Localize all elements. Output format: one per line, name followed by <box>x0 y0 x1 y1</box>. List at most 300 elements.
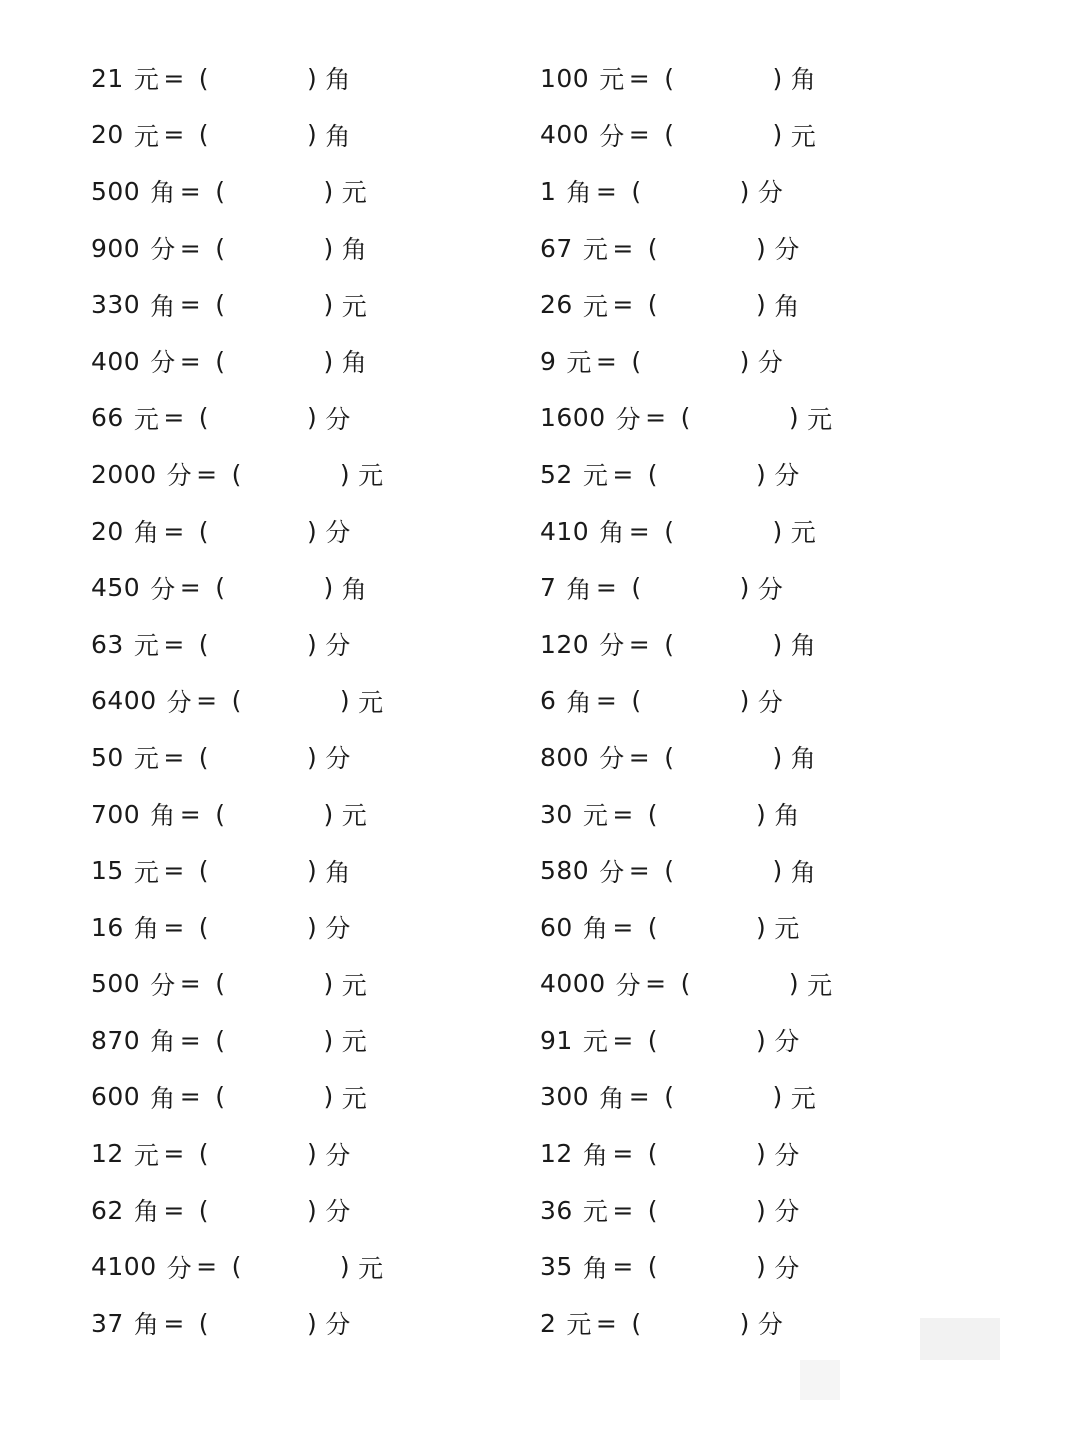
source-unit: 分 <box>150 574 176 604</box>
source-unit: 分 <box>166 1253 193 1283</box>
close-paren: ) <box>307 1139 318 1169</box>
open-paren: ( <box>664 629 675 659</box>
equals-sign: = <box>612 290 634 320</box>
quantity-value: 63 <box>91 629 124 659</box>
target-unit: 分 <box>774 235 800 265</box>
conversion-problem <box>540 1182 1000 1239</box>
equals-sign: = <box>628 629 651 659</box>
equals-sign: = <box>179 1025 202 1055</box>
close-paren: ) <box>739 1308 750 1338</box>
source-unit: 角 <box>599 1083 625 1113</box>
quantity-value: 580 <box>540 856 590 886</box>
conversion-problem <box>540 616 1000 673</box>
equals-sign: = <box>179 290 202 320</box>
close-paren: ) <box>307 516 318 546</box>
target-unit: 元 <box>341 801 368 831</box>
open-paren: ( <box>647 233 659 263</box>
conversion-problem <box>91 1012 551 1069</box>
conversion-problem <box>540 842 1000 899</box>
conversion-problem <box>91 899 551 956</box>
source-unit: 角 <box>133 1197 160 1227</box>
source-unit: 分 <box>599 744 625 774</box>
conversion-problem <box>540 956 1000 1013</box>
equals-sign: = <box>196 686 218 716</box>
close-paren: ) <box>323 573 334 603</box>
equals-sign: = <box>179 1082 202 1112</box>
source-unit: 元 <box>133 65 160 95</box>
open-paren: ( <box>198 1195 210 1225</box>
source-unit: 元 <box>582 1197 609 1227</box>
quantity-value: 500 <box>91 969 141 999</box>
quantity-value: 36 <box>540 1195 573 1225</box>
target-unit: 分 <box>325 518 351 548</box>
close-paren: ) <box>323 233 334 263</box>
quantity-value: 500 <box>91 176 141 206</box>
target-unit: 分 <box>757 1310 784 1340</box>
source-unit: 分 <box>166 461 193 491</box>
close-paren: ) <box>307 403 318 433</box>
target-unit: 分 <box>325 1197 351 1227</box>
equals-sign: = <box>612 233 634 263</box>
source-unit: 元 <box>582 1027 609 1057</box>
quantity-value: 21 <box>91 63 124 93</box>
quantity-value: 62 <box>91 1195 124 1225</box>
target-unit: 元 <box>807 970 833 1000</box>
close-paren: ) <box>756 1252 767 1282</box>
equals-sign: = <box>628 742 651 772</box>
close-paren: ) <box>339 459 351 489</box>
equals-sign: = <box>163 856 185 886</box>
quantity-value: 91 <box>540 1025 573 1055</box>
quantity-value: 2000 <box>91 459 157 489</box>
quantity-value: 900 <box>91 233 141 263</box>
close-paren: ) <box>307 1308 318 1338</box>
equals-sign: = <box>595 176 618 206</box>
equals-sign: = <box>628 1082 651 1112</box>
equals-sign: = <box>179 799 202 829</box>
conversion-problem <box>540 559 1000 616</box>
open-paren: ( <box>198 1139 210 1169</box>
target-unit: 角 <box>774 291 800 321</box>
source-unit: 元 <box>582 235 609 265</box>
target-unit: 元 <box>341 1027 368 1057</box>
conversion-problem <box>540 1012 1000 1069</box>
close-paren: ) <box>772 1082 783 1112</box>
equals-sign: = <box>612 459 634 489</box>
source-unit: 角 <box>133 914 160 944</box>
source-unit: 元 <box>133 404 160 434</box>
target-unit: 角 <box>790 744 817 774</box>
close-paren: ) <box>756 233 767 263</box>
open-paren: ( <box>647 799 659 829</box>
conversion-problem <box>91 1238 551 1295</box>
conversion-problem <box>91 276 551 333</box>
conversion-problem <box>540 673 1000 730</box>
target-unit: 分 <box>325 744 351 774</box>
source-unit: 元 <box>133 744 160 774</box>
equals-sign: = <box>628 63 651 93</box>
equals-sign: = <box>595 686 618 716</box>
source-unit: 分 <box>599 631 625 661</box>
source-unit: 角 <box>566 687 592 717</box>
open-paren: ( <box>231 686 242 716</box>
target-unit: 分 <box>325 404 351 434</box>
open-paren: ( <box>664 120 675 150</box>
close-paren: ) <box>772 120 783 150</box>
open-paren: ( <box>631 346 642 376</box>
equals-sign: = <box>196 1252 218 1282</box>
equals-sign: = <box>645 969 667 999</box>
target-unit: 角 <box>325 857 351 887</box>
source-unit: 角 <box>133 1310 160 1340</box>
source-unit: 角 <box>599 518 625 548</box>
open-paren: ( <box>215 290 226 320</box>
conversion-problem <box>91 503 551 560</box>
conversion-problem <box>540 220 1000 277</box>
open-paren: ( <box>647 459 659 489</box>
target-unit: 分 <box>757 574 784 604</box>
quantity-value: 20 <box>91 120 124 150</box>
equals-sign: = <box>163 1195 185 1225</box>
quantity-value: 2 <box>540 1308 557 1338</box>
target-unit: 元 <box>341 970 368 1000</box>
close-paren: ) <box>323 1025 334 1055</box>
watermark-block <box>920 1318 1000 1360</box>
target-unit: 分 <box>757 348 784 378</box>
equals-sign: = <box>179 969 202 999</box>
open-paren: ( <box>198 63 210 93</box>
open-paren: ( <box>631 573 642 603</box>
open-paren: ( <box>664 1082 675 1112</box>
quantity-value: 1600 <box>540 403 606 433</box>
open-paren: ( <box>215 233 226 263</box>
equals-sign: = <box>179 346 202 376</box>
quantity-value: 700 <box>91 799 141 829</box>
conversion-problem <box>540 899 1000 956</box>
equals-sign: = <box>163 742 185 772</box>
close-paren: ) <box>756 1139 767 1169</box>
quantity-value: 50 <box>91 742 124 772</box>
close-paren: ) <box>756 799 767 829</box>
conversion-problem <box>91 107 551 164</box>
conversion-problem <box>540 1125 1000 1182</box>
source-unit: 分 <box>166 687 193 717</box>
quantity-value: 4000 <box>540 969 606 999</box>
equals-sign: = <box>612 912 634 942</box>
quantity-value: 6 <box>540 686 557 716</box>
equals-sign: = <box>163 403 185 433</box>
conversion-problem <box>540 333 1000 390</box>
close-paren: ) <box>772 742 783 772</box>
close-paren: ) <box>307 912 318 942</box>
conversion-problem <box>540 503 1000 560</box>
target-unit: 元 <box>358 1253 384 1283</box>
source-unit: 元 <box>566 1310 592 1340</box>
target-unit: 分 <box>774 1140 800 1170</box>
source-unit: 元 <box>599 65 625 95</box>
source-unit: 元 <box>566 348 592 378</box>
conversion-problem <box>540 729 1000 786</box>
target-unit: 角 <box>341 235 368 265</box>
equals-sign: = <box>628 516 651 546</box>
source-unit: 角 <box>566 178 592 208</box>
target-unit: 元 <box>790 121 817 151</box>
close-paren: ) <box>739 573 750 603</box>
close-paren: ) <box>323 1082 334 1112</box>
conversion-problem <box>91 1295 551 1352</box>
source-unit: 元 <box>582 801 609 831</box>
target-unit: 角 <box>790 631 817 661</box>
equals-sign: = <box>179 233 202 263</box>
quantity-value: 20 <box>91 516 124 546</box>
target-unit: 分 <box>774 461 800 491</box>
target-unit: 分 <box>774 1027 800 1057</box>
conversion-problem <box>91 390 551 447</box>
target-unit: 分 <box>325 914 351 944</box>
quantity-value: 15 <box>91 856 124 886</box>
close-paren: ) <box>739 176 750 206</box>
source-unit: 角 <box>582 1140 609 1170</box>
close-paren: ) <box>323 969 334 999</box>
close-paren: ) <box>772 516 783 546</box>
equals-sign: = <box>645 403 667 433</box>
quantity-value: 35 <box>540 1252 573 1282</box>
equals-sign: = <box>163 63 185 93</box>
conversion-problem <box>540 50 1000 107</box>
conversion-problem <box>540 786 1000 843</box>
quantity-value: 400 <box>91 346 141 376</box>
quantity-value: 7 <box>540 573 557 603</box>
quantity-value: 400 <box>540 120 590 150</box>
target-unit: 元 <box>790 518 817 548</box>
target-unit: 元 <box>807 404 833 434</box>
conversion-problem <box>91 616 551 673</box>
open-paren: ( <box>680 969 691 999</box>
source-unit: 角 <box>150 1083 176 1113</box>
equals-sign: = <box>612 799 634 829</box>
target-unit: 角 <box>790 857 817 887</box>
source-unit: 元 <box>582 291 609 321</box>
conversion-problem <box>91 446 551 503</box>
target-unit: 分 <box>325 1310 351 1340</box>
source-unit: 分 <box>150 235 176 265</box>
quantity-value: 16 <box>91 912 124 942</box>
source-unit: 角 <box>133 518 160 548</box>
close-paren: ) <box>323 346 334 376</box>
target-unit: 分 <box>774 1253 800 1283</box>
close-paren: ) <box>756 912 767 942</box>
target-unit: 角 <box>341 348 368 378</box>
close-paren: ) <box>739 686 750 716</box>
close-paren: ) <box>307 856 318 886</box>
close-paren: ) <box>307 742 318 772</box>
open-paren: ( <box>647 1252 659 1282</box>
quantity-value: 120 <box>540 629 590 659</box>
conversion-problem <box>91 842 551 899</box>
equals-sign: = <box>595 573 618 603</box>
quantity-value: 450 <box>91 573 141 603</box>
open-paren: ( <box>664 742 675 772</box>
quantity-value: 26 <box>540 290 573 320</box>
source-unit: 元 <box>133 631 160 661</box>
close-paren: ) <box>772 63 783 93</box>
target-unit: 元 <box>358 461 384 491</box>
equals-sign: = <box>612 1139 634 1169</box>
open-paren: ( <box>198 120 210 150</box>
source-unit: 元 <box>133 121 160 151</box>
quantity-value: 9 <box>540 346 557 376</box>
quantity-value: 12 <box>540 1139 573 1169</box>
quantity-value: 410 <box>540 516 590 546</box>
close-paren: ) <box>323 290 334 320</box>
conversion-problem <box>91 50 551 107</box>
quantity-value: 4100 <box>91 1252 157 1282</box>
source-unit: 分 <box>615 970 642 1000</box>
open-paren: ( <box>680 403 691 433</box>
equals-sign: = <box>612 1252 634 1282</box>
target-unit: 分 <box>325 631 351 661</box>
close-paren: ) <box>307 120 318 150</box>
watermark-block <box>800 1360 840 1400</box>
source-unit: 角 <box>150 1027 176 1057</box>
source-unit: 分 <box>150 970 176 1000</box>
conversion-problem <box>91 1125 551 1182</box>
equals-sign: = <box>628 120 651 150</box>
equals-sign: = <box>595 346 618 376</box>
open-paren: ( <box>215 1082 226 1112</box>
quantity-value: 6400 <box>91 686 157 716</box>
open-paren: ( <box>215 573 226 603</box>
equals-sign: = <box>163 1308 185 1338</box>
conversion-problem <box>91 1182 551 1239</box>
source-unit: 元 <box>133 857 160 887</box>
equals-sign: = <box>196 459 218 489</box>
target-unit: 元 <box>358 687 384 717</box>
close-paren: ) <box>323 799 334 829</box>
target-unit: 角 <box>774 801 800 831</box>
conversion-problem <box>540 1069 1000 1126</box>
open-paren: ( <box>198 912 210 942</box>
open-paren: ( <box>198 742 210 772</box>
source-unit: 角 <box>150 291 176 321</box>
conversion-problem <box>91 333 551 390</box>
equals-sign: = <box>163 912 185 942</box>
close-paren: ) <box>788 403 800 433</box>
target-unit: 元 <box>341 291 368 321</box>
target-unit: 角 <box>790 65 817 95</box>
quantity-value: 870 <box>91 1025 141 1055</box>
quantity-value: 66 <box>91 403 124 433</box>
open-paren: ( <box>664 63 675 93</box>
quantity-value: 600 <box>91 1082 141 1112</box>
target-unit: 角 <box>325 65 351 95</box>
quantity-value: 100 <box>540 63 590 93</box>
left-problem-column <box>91 50 551 1352</box>
open-paren: ( <box>231 459 242 489</box>
equals-sign: = <box>179 573 202 603</box>
quantity-value: 30 <box>540 799 573 829</box>
target-unit: 分 <box>325 1140 351 1170</box>
source-unit: 分 <box>150 348 176 378</box>
open-paren: ( <box>647 912 659 942</box>
close-paren: ) <box>739 346 750 376</box>
conversion-problem <box>91 220 551 277</box>
open-paren: ( <box>647 290 659 320</box>
close-paren: ) <box>756 1025 767 1055</box>
open-paren: ( <box>215 346 226 376</box>
close-paren: ) <box>307 629 318 659</box>
conversion-problem <box>540 1238 1000 1295</box>
conversion-problem <box>540 276 1000 333</box>
close-paren: ) <box>788 969 800 999</box>
quantity-value: 60 <box>540 912 573 942</box>
open-paren: ( <box>198 516 210 546</box>
quantity-value: 37 <box>91 1308 124 1338</box>
target-unit: 元 <box>774 914 800 944</box>
open-paren: ( <box>647 1139 659 1169</box>
conversion-problem <box>540 107 1000 164</box>
source-unit: 角 <box>582 1253 609 1283</box>
conversion-problem <box>91 559 551 616</box>
quantity-value: 800 <box>540 742 590 772</box>
quantity-value: 330 <box>91 290 141 320</box>
target-unit: 元 <box>790 1083 817 1113</box>
quantity-value: 300 <box>540 1082 590 1112</box>
open-paren: ( <box>664 516 675 546</box>
close-paren: ) <box>307 1195 318 1225</box>
open-paren: ( <box>647 1025 659 1055</box>
source-unit: 元 <box>582 461 609 491</box>
source-unit: 分 <box>599 121 625 151</box>
source-unit: 分 <box>599 857 625 887</box>
equals-sign: = <box>179 176 202 206</box>
close-paren: ) <box>339 686 351 716</box>
quantity-value: 52 <box>540 459 573 489</box>
close-paren: ) <box>339 1252 351 1282</box>
conversion-problem <box>540 446 1000 503</box>
open-paren: ( <box>231 1252 242 1282</box>
close-paren: ) <box>756 290 767 320</box>
close-paren: ) <box>307 63 318 93</box>
open-paren: ( <box>215 176 226 206</box>
conversion-problem <box>91 786 551 843</box>
source-unit: 分 <box>615 404 642 434</box>
target-unit: 元 <box>341 178 368 208</box>
open-paren: ( <box>198 1308 210 1338</box>
conversion-problem <box>91 956 551 1013</box>
open-paren: ( <box>198 629 210 659</box>
open-paren: ( <box>215 969 226 999</box>
equals-sign: = <box>612 1025 634 1055</box>
open-paren: ( <box>631 1308 642 1338</box>
target-unit: 分 <box>774 1197 800 1227</box>
equals-sign: = <box>612 1195 634 1225</box>
equals-sign: = <box>628 856 651 886</box>
conversion-problem <box>91 1069 551 1126</box>
equals-sign: = <box>163 1139 185 1169</box>
target-unit: 分 <box>757 178 784 208</box>
open-paren: ( <box>198 856 210 886</box>
conversion-problem <box>540 390 1000 447</box>
right-problem-column <box>540 50 1000 1352</box>
conversion-problem <box>91 673 551 730</box>
conversion-problem <box>91 163 551 220</box>
source-unit: 角 <box>150 801 176 831</box>
source-unit: 角 <box>150 178 176 208</box>
close-paren: ) <box>756 459 767 489</box>
open-paren: ( <box>631 176 642 206</box>
close-paren: ) <box>772 629 783 659</box>
